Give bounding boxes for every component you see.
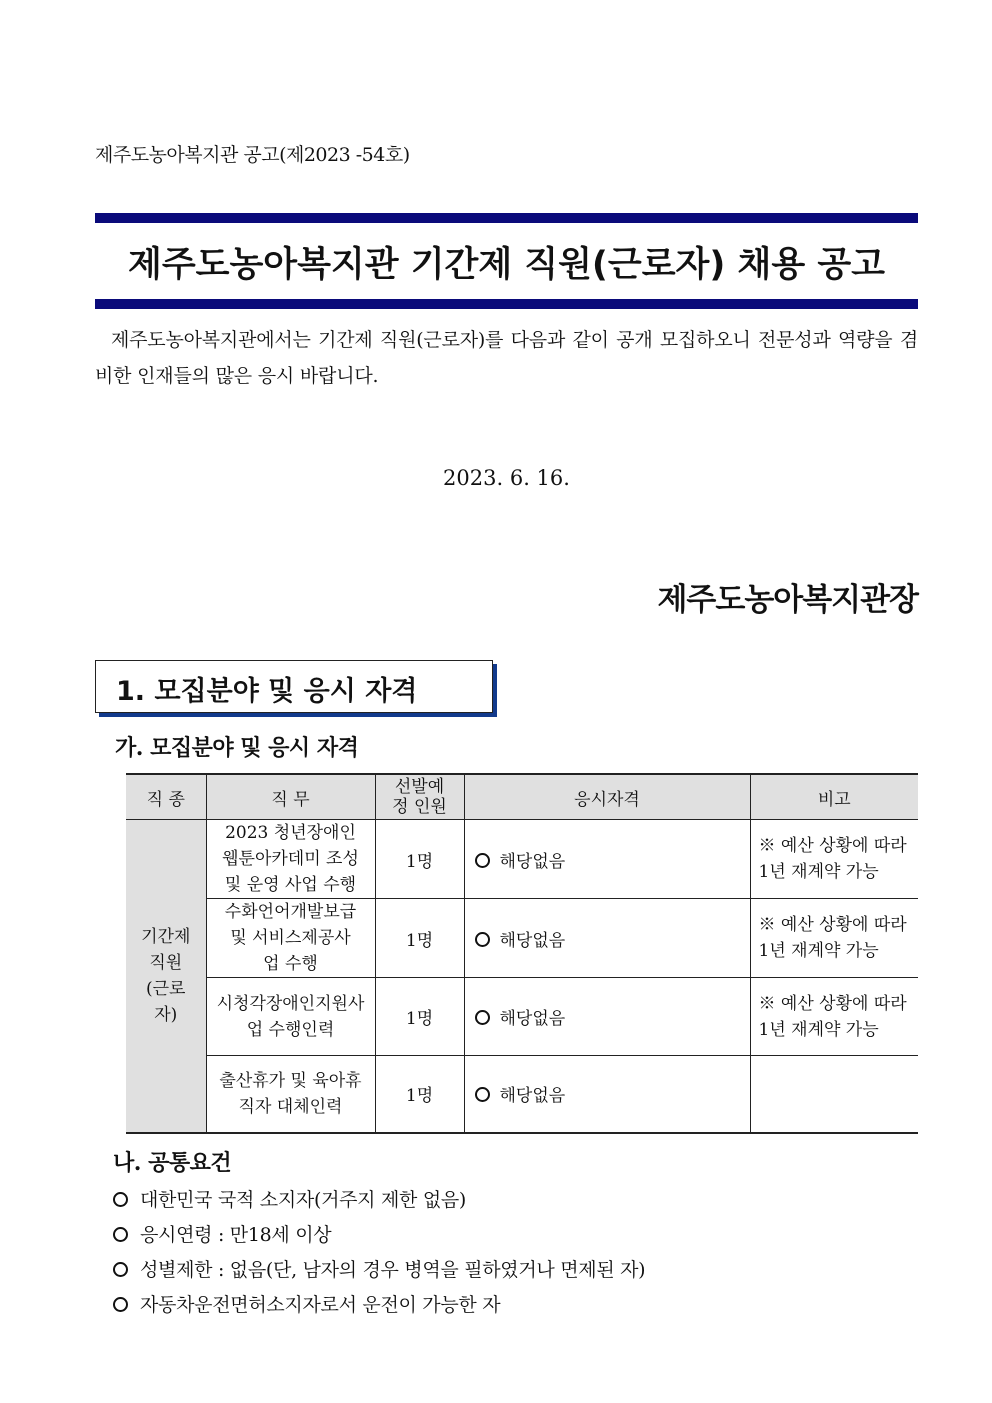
duty-cell [206, 1056, 375, 1133]
duty-label: 수화언어개발보급 및 서비스제공사업 수행 [224, 902, 357, 974]
requirement-item [113, 1185, 466, 1212]
table-row [126, 978, 918, 1056]
section-heading: 1. 모집분야 및 응시 자격 [116, 676, 418, 707]
category-cell [126, 820, 206, 1133]
table-row [126, 820, 918, 899]
duty-cell [206, 820, 375, 899]
requirement-text: 응시연령 : 만18세 이상 [140, 1224, 332, 1246]
note-cell [750, 978, 918, 1056]
note-cell [750, 820, 918, 899]
subheading-a: 가. 모집분야 및 응시 자격 [115, 735, 359, 761]
table-row [126, 899, 918, 978]
qualification-cell [464, 899, 750, 978]
duty-label: 시청각장애인지원사업 수행인력 [216, 993, 365, 1040]
qualification-cell [464, 978, 750, 1056]
header-count [375, 774, 464, 820]
circle-bullet-icon [113, 1262, 128, 1277]
category-label: 기간제 직원 (근로자) [141, 926, 191, 1025]
header-note: 비고 [750, 774, 918, 820]
duty-cell [206, 978, 375, 1056]
duty-label: 2023 청년장애인 웹툰아카데미 조성 및 운영 사업 수행 [222, 823, 359, 895]
qualification-label: 해당없음 [499, 1009, 566, 1029]
notice-date: 2023. 6. 16. [443, 466, 570, 490]
table-header-row [126, 774, 918, 820]
count-cell: 1명 [375, 820, 464, 899]
qualification-cell [464, 820, 750, 899]
notice-number: 제주도농아복지관 공고(제2023 -54호) [95, 144, 410, 166]
circle-bullet-icon [113, 1227, 128, 1242]
circle-bullet-icon [475, 853, 490, 868]
circle-bullet-icon [113, 1192, 128, 1207]
header-category: 직 종 [126, 774, 206, 820]
subheading-b: 나. 공통요건 [113, 1150, 232, 1176]
requirement-text: 대한민국 국적 소지자(거주지 제한 없음) [140, 1189, 467, 1211]
title-bottom-rule [95, 299, 918, 309]
note-cell [750, 899, 918, 978]
qualification-label: 해당없음 [499, 930, 566, 951]
note-label: ※ 예산 상황에 따라 1년 재계약 가능 [758, 993, 907, 1040]
circle-bullet-icon [113, 1297, 128, 1312]
note-label: ※ 예산 상황에 따라 1년 재계약 가능 [758, 915, 907, 961]
count-cell: 1명 [375, 899, 464, 978]
qualification-cell [464, 1056, 750, 1133]
title-top-rule [95, 213, 918, 223]
header-duty: 직 무 [206, 774, 375, 820]
requirement-text: 성별제한 : 없음(단, 남자의 경우 병역을 필하였거나 면제된 자) [140, 1259, 646, 1281]
recruitment-table [126, 773, 918, 1134]
note-label: ※ 예산 상황에 따라 1년 재계약 가능 [758, 836, 907, 882]
issuer-name: 제주도농아복지관장 [657, 582, 918, 618]
header-count-label: 선발예정 인원 [392, 777, 447, 817]
duty-label: 출산휴가 및 육아휴직자 대체인력 [219, 1070, 362, 1117]
requirement-item [113, 1255, 645, 1282]
circle-bullet-icon [475, 932, 490, 947]
intro-paragraph: 제주도농아복지관에서는 기간제 직원(근로자)를 다음과 같이 공개 모집하오니 전문성과 역량을 겸비한 인재들의 많은 응시 바랍니다. [95, 329, 918, 387]
qualification-label: 해당없음 [499, 1086, 566, 1107]
note-cell [750, 1056, 918, 1133]
circle-bullet-icon [475, 1010, 490, 1025]
count-cell: 1명 [375, 978, 464, 1056]
requirement-item [113, 1220, 331, 1247]
qualification-label: 해당없음 [499, 851, 566, 872]
header-qualification: 응시자격 [464, 774, 750, 820]
count-cell: 1명 [375, 1056, 464, 1133]
duty-cell [206, 899, 375, 978]
requirement-text: 자동차운전면허소지자로서 운전이 가능한 자 [140, 1294, 501, 1316]
circle-bullet-icon [475, 1087, 490, 1102]
requirement-item [113, 1290, 500, 1317]
section-heading-box [95, 660, 493, 713]
document-title: 제주도농아복지관 기간제 직원(근로자) 채용 공고 [128, 245, 885, 285]
table-row [126, 1056, 918, 1133]
